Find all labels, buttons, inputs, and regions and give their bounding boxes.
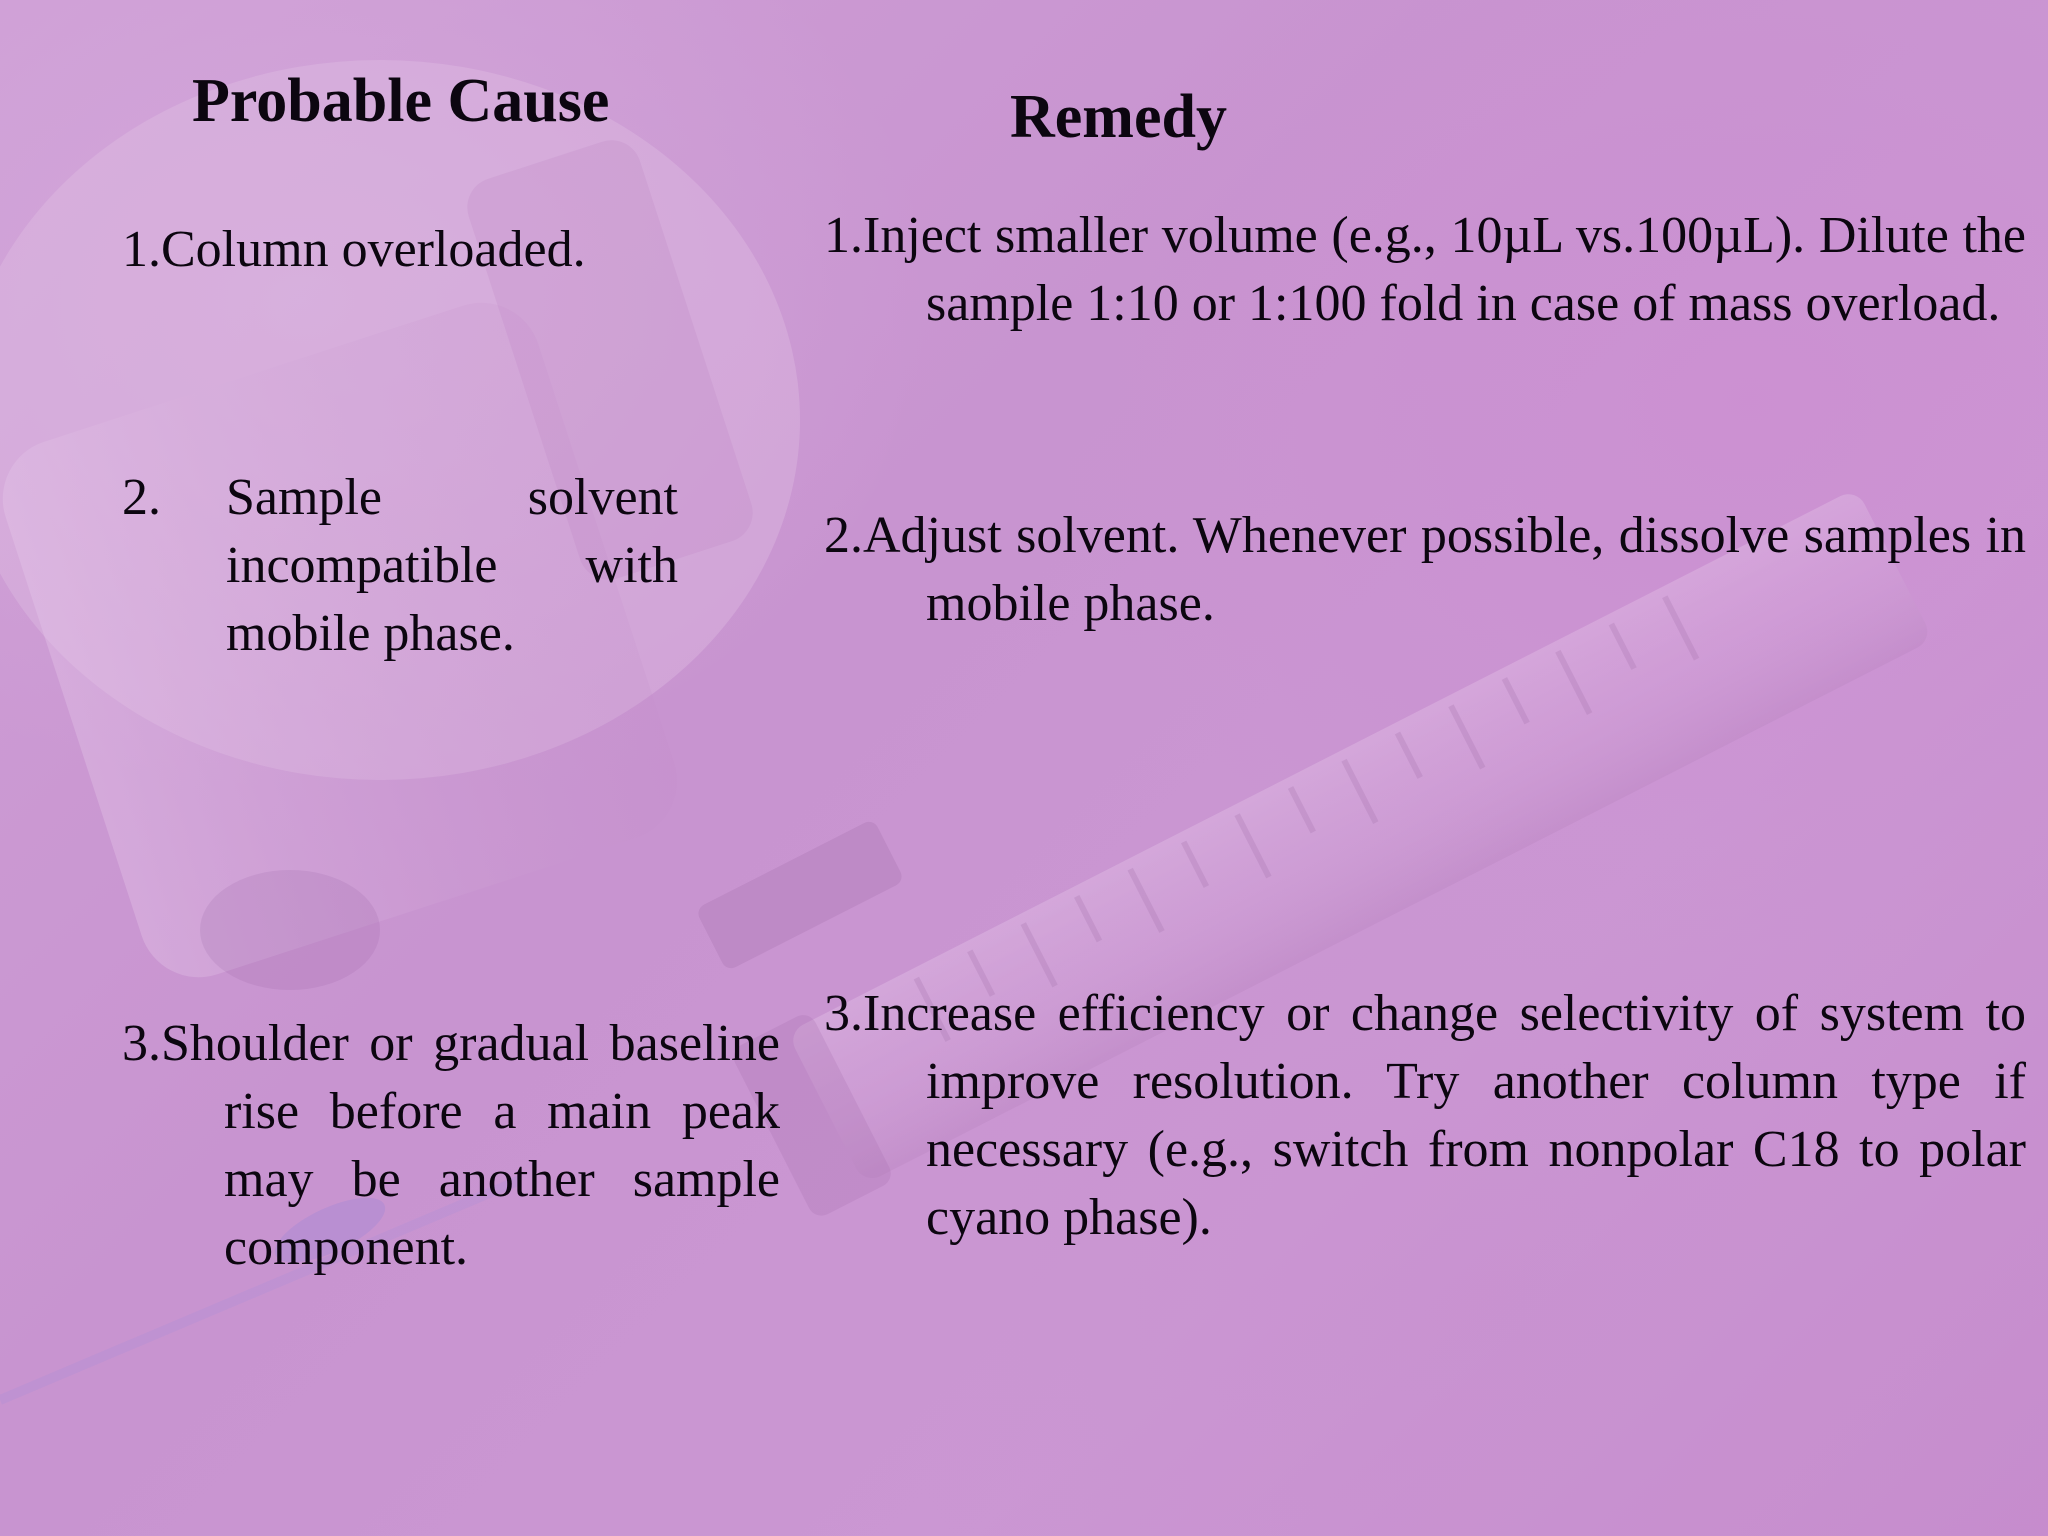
remedy-item-3-number: 3. [824, 985, 863, 1042]
remedy-item-3-text: Increase efficiency or change selectivity of system to improve resolution. Try another column type if necessary (e.g., switch from nonpolar C18 to polar cyano phase). [863, 985, 2026, 1246]
probable-cause-heading: Probable Cause [192, 67, 610, 135]
remedy-item-3 [824, 980, 2026, 1252]
cause-item-1-number: 1. [122, 221, 161, 278]
remedy-heading: Remedy [1010, 83, 1227, 151]
cause-item-2-text: Sample solvent incompatible with mobile phase. [226, 469, 678, 662]
remedy-item-1-text: Inject smaller volume (e.g., 10µL vs.100µL). Dilute the sample 1:10 or 1:100 fold in case of mass overload. [863, 207, 2026, 332]
cause-item-3 [122, 1010, 780, 1282]
cause-item-3-number: 3. [122, 1015, 161, 1072]
cause-item-2 [122, 464, 678, 668]
remedy-item-1 [824, 202, 2026, 338]
remedy-item-1-number: 1. [824, 207, 863, 264]
remedy-item-2-number: 2. [824, 507, 863, 564]
cause-item-2-number: 2. [122, 469, 161, 526]
cause-item-3-text: Shoulder or gradual baseline rise before a main peak may be another sample component. [161, 1015, 780, 1276]
remedy-item-2 [824, 502, 2026, 638]
cause-item-1 [122, 216, 682, 284]
remedy-item-2-text: Adjust solvent. Whenever possible, dissolve samples in mobile phase. [863, 507, 2026, 632]
cause-item-1-text: Column overloaded. [161, 221, 586, 278]
